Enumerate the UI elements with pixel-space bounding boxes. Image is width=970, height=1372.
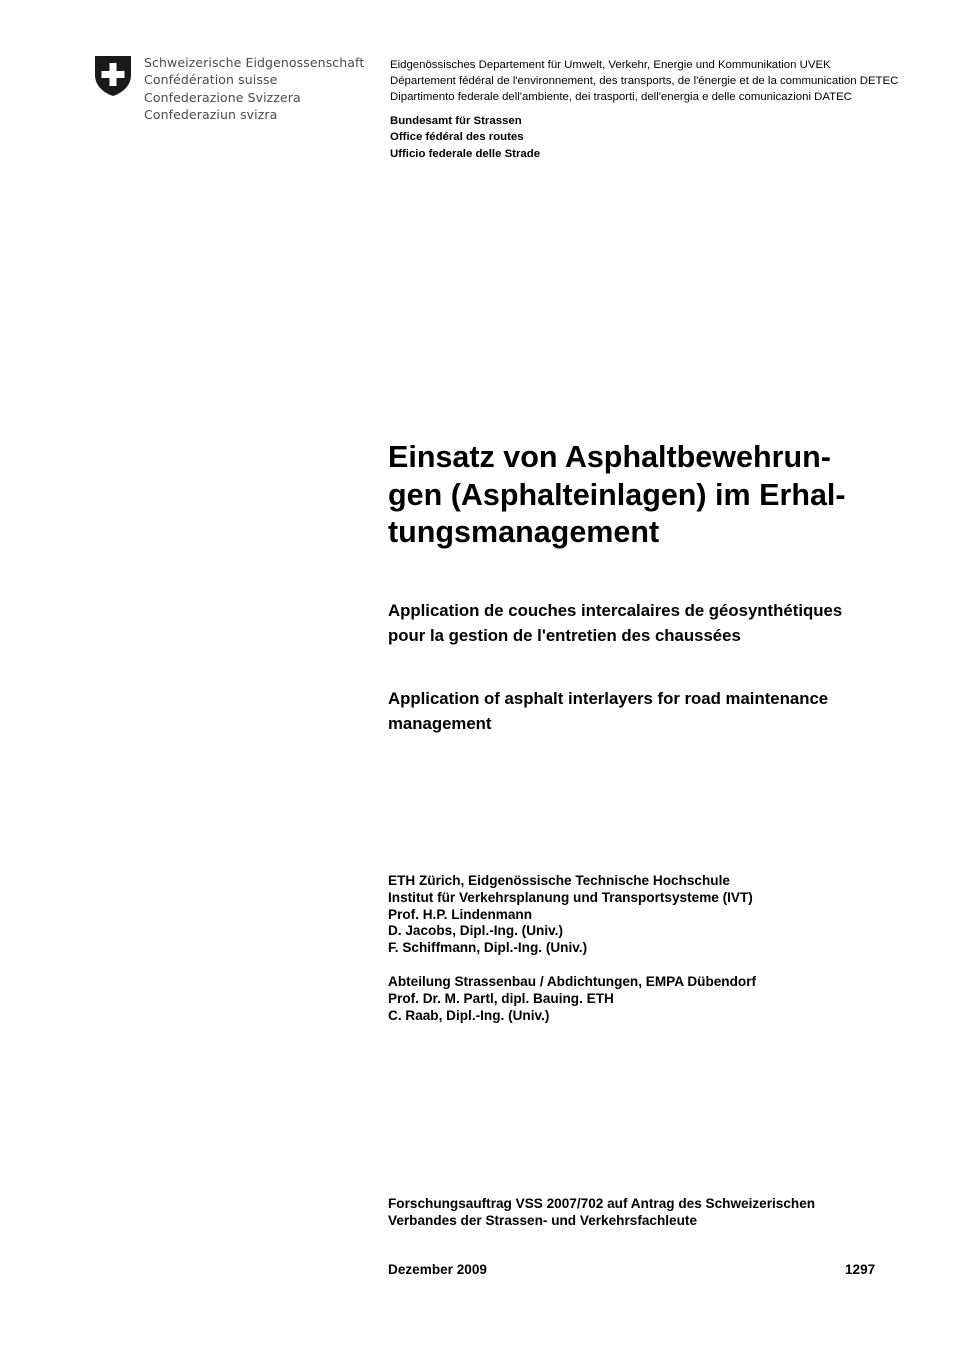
federal-office-names [390, 113, 540, 162]
report-number: 1297 [845, 1262, 876, 1277]
subtitle-fr-line: pour la gestion de l'entretien des chaussées [388, 626, 741, 645]
author-line: C. Raab, Dipl.-Ing. (Univ.) [388, 1007, 550, 1023]
author-line: Prof. H.P. Lindenmann [388, 906, 533, 922]
author-line: F. Schiffmann, Dipl.-Ing. (Univ.) [388, 940, 588, 956]
confederation-name-rm: Confederaziun svizra [144, 106, 278, 122]
author-line: D. Jacobs, Dipl.-Ing. (Univ.) [388, 923, 563, 939]
research-line: Verbandes der Strassen- und Verkehrsfachleute [388, 1213, 698, 1228]
research-line: Forschungsauftrag VSS 2007/702 auf Antrag des Schweizerischen [388, 1196, 816, 1211]
subtitle-en-line: Application of asphalt interlayers for road maintenance [388, 689, 829, 708]
office-line-de: Bundesamt für Strassen [390, 115, 522, 127]
report-title [388, 439, 908, 552]
author-group-empa [388, 974, 756, 1024]
author-line: ETH Zürich, Eidgenössische Technische Hochschule [388, 873, 730, 888]
author-line: Institut für Verkehrsplanung und Transportsysteme (IVT) [388, 889, 753, 905]
authors-block [388, 873, 756, 1024]
office-line-it: Ufficio federale delle Strade [390, 147, 541, 160]
confederation-name-it: Confederazione Svizzera [144, 89, 301, 105]
department-line-de: Eidgenössisches Departement für Umwelt, Verkehr, Energie und Kommunikation UVEK [390, 59, 831, 71]
subtitle-fr-line: Application de couches intercalaires de géosynthétiques [388, 601, 843, 620]
author-group-eth [388, 873, 756, 957]
title-line: Einsatz von Asphaltbewehrun- [388, 440, 831, 474]
research-mandate [388, 1195, 815, 1229]
confederation-names [144, 54, 364, 123]
title-line: gen (Asphalteinlagen) im Erhal- [388, 477, 846, 512]
department-line-fr: Département fédéral de l'environnement, des transports, de l'énergie et de la communication DETEC [390, 75, 899, 88]
author-line: Abteilung Strassenbau / Abdichtungen, EMPA Dübendorf [388, 973, 757, 989]
swiss-cross-shield-icon [93, 55, 133, 97]
author-line: Prof. Dr. M. Partl, dipl. Bauing. ETH [388, 990, 614, 1006]
department-names [390, 57, 898, 106]
confederation-name-de: Schweizerische Eidgenossenschaft [144, 55, 365, 70]
publication-date: Dezember 2009 [388, 1262, 487, 1277]
title-line: tungsmanagement [388, 515, 660, 549]
subtitle-en-line: management [388, 714, 492, 733]
confederation-name-fr: Confédération suisse [144, 72, 278, 88]
subtitle-english [388, 686, 828, 736]
subtitle-french [388, 598, 842, 648]
department-line-it: Dipartimento federale dell'ambiente, dei trasporti, dell'energia e delle comunicazioni DATEC [390, 91, 852, 104]
office-line-fr: Office fédéral des routes [390, 131, 524, 144]
